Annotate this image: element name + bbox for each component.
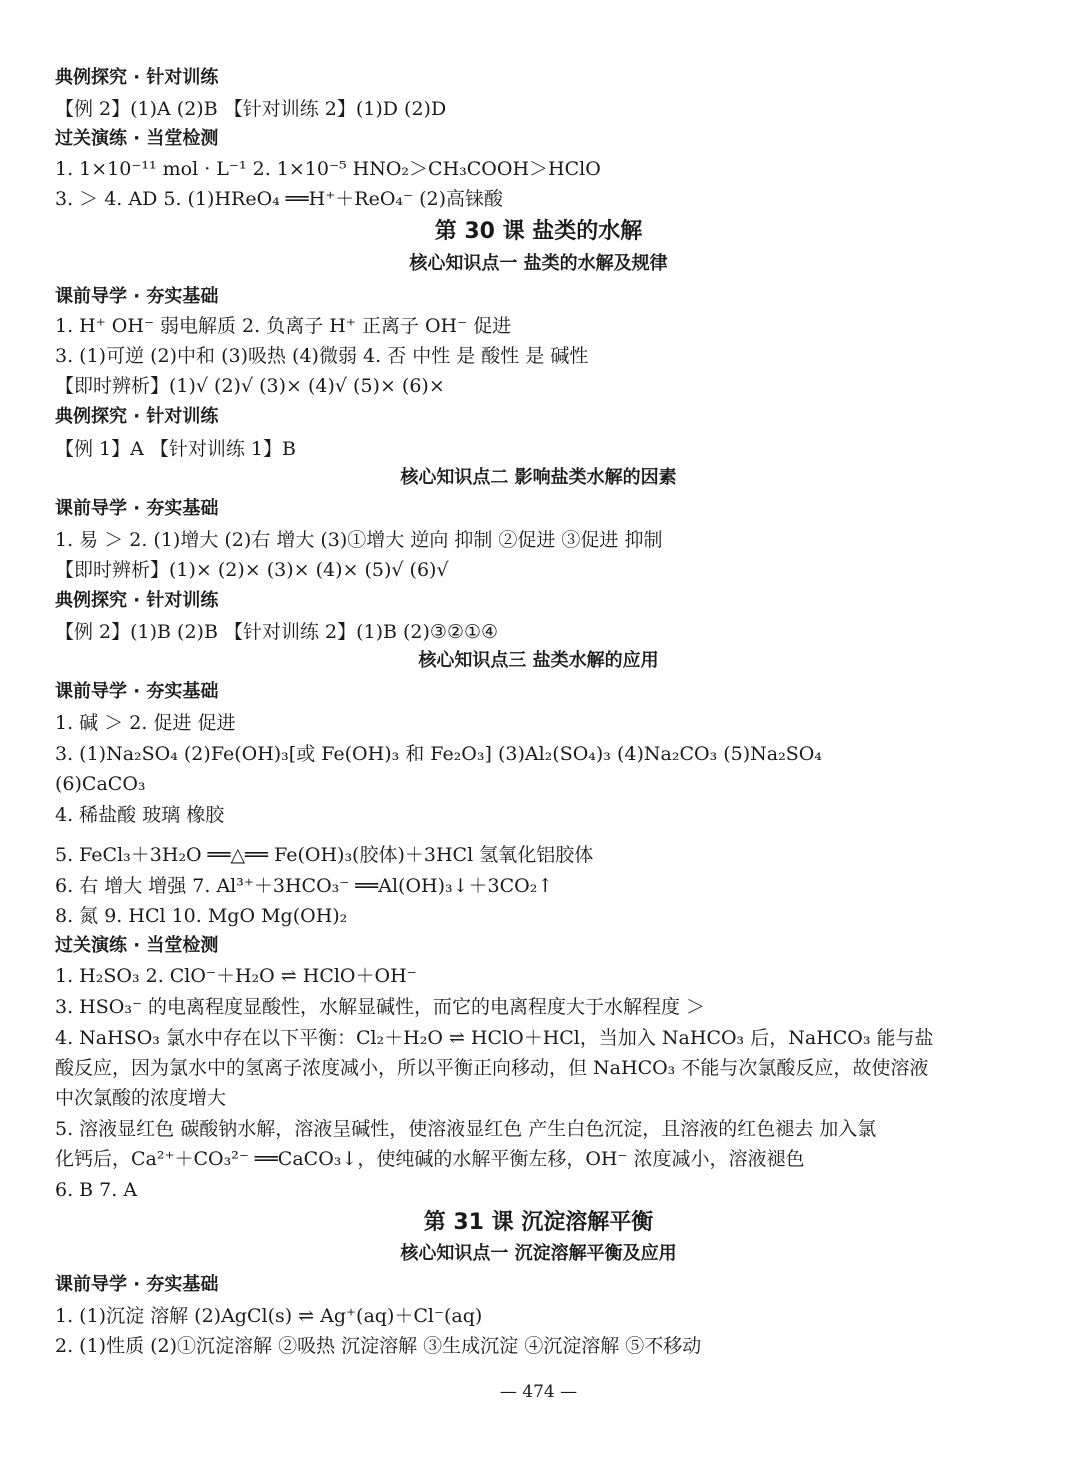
answer-line: 4. NaHSO₃ 氯水中存在以下平衡：Cl₂＋H₂O ⇌ HClO＋HCl，当加入 NaHCO₃ 后，NaHCO₃ 能与盐	[55, 1027, 934, 1049]
lesson-title: 第 30 课 盐类的水解	[434, 219, 643, 244]
answer-line: 5. 溶液显红色 碳酸钠水解，溶液呈碱性，使溶液显红色 产生白色沉淀，且溶液的红色褪去 加入氯	[55, 1118, 877, 1140]
answer-line: 中次氯酸的浓度增大	[55, 1087, 227, 1109]
page-number: — 474 —	[499, 1382, 578, 1402]
answer-line: 【即时辨析】(1)√ (2)√ (3)× (4)√ (5)× (6)×	[55, 375, 445, 397]
answer-line: 6. 右 增大 增强 7. Al³⁺＋3HCO₃⁻ ══Al(OH)₃↓＋3CO₂↑	[55, 875, 554, 897]
section-heading: 过关演练 · 当堂检测	[55, 935, 219, 956]
core-topic-title: 核心知识点二 影响盐类水解的因素	[400, 467, 677, 488]
answer-line: 1. 易 ＞ 2. (1)增大 (2)右 增大 (3)①增大 逆向 抑制 ②促进 ③促进 抑制	[55, 529, 663, 551]
core-topic-title: 核心知识点三 盐类水解的应用	[418, 650, 659, 671]
section-heading: 典例探究 · 针对训练	[55, 590, 219, 611]
answer-line: 1. H₂SO₃ 2. ClO⁻＋H₂O ⇌ HClO＋OH⁻	[55, 965, 417, 987]
answer-line: 1. 碱 ＞ 2. 促进 促进	[55, 712, 236, 734]
answer-line: 【例 1】A 【针对训练 1】B	[55, 438, 296, 460]
section-heading: 典例探究 · 针对训练	[55, 406, 219, 427]
answer-line: (6)CaCO₃	[55, 773, 146, 795]
answer-line: 3. HSO₃⁻ 的电离程度显酸性，水解显碱性，而它的电离程度大于水解程度 ＞	[55, 996, 706, 1018]
answer-line: 1. 1×10⁻¹¹ mol · L⁻¹ 2. 1×10⁻⁵ HNO₂＞CH₃COOH＞HClO	[55, 158, 601, 180]
core-topic-title: 核心知识点一 沉淀溶解平衡及应用	[400, 1243, 677, 1264]
section-heading: 课前导学 · 夯实基础	[55, 498, 219, 519]
answer-line: 酸反应，因为氯水中的氢离子浓度减小，所以平衡正向移动，但 NaHCO₃ 不能与次氯酸反应，故使溶液	[55, 1057, 929, 1079]
section-heading: 课前导学 · 夯实基础	[55, 286, 219, 307]
section-heading: 典例探究 · 针对训练	[55, 67, 219, 88]
answer-line: 2. (1)性质 (2)①沉淀溶解 ②吸热 沉淀溶解 ③生成沉淀 ④沉淀溶解 ⑤不移动	[55, 1335, 702, 1357]
answer-line: 1. H⁺ OH⁻ 弱电解质 2. 负离子 H⁺ 正离子 OH⁻ 促进	[55, 315, 512, 337]
answer-line: 3. ＞ 4. AD 5. (1)HReO₄ ══H⁺＋ReO₄⁻ (2)高铼酸	[55, 188, 504, 210]
answer-line: 【例 2】(1)A (2)B 【针对训练 2】(1)D (2)D	[55, 98, 447, 120]
lesson-title: 第 31 课 沉淀溶解平衡	[423, 1210, 654, 1235]
answer-line: 化钙后，Ca²⁺＋CO₃²⁻ ══CaCO₃↓，使纯碱的水解平衡左移，OH⁻ 浓度减小，溶液褪色	[55, 1148, 805, 1170]
answer-line: 1. (1)沉淀 溶解 (2)AgCl(s) ⇌ Ag⁺(aq)＋Cl⁻(aq)	[55, 1305, 483, 1327]
section-heading: 课前导学 · 夯实基础	[55, 681, 219, 702]
core-topic-title: 核心知识点一 盐类的水解及规律	[409, 253, 668, 274]
answer-line: 6. B 7. A	[55, 1179, 138, 1201]
answer-line: 【即时辨析】(1)× (2)× (3)× (4)× (5)√ (6)√	[55, 559, 449, 581]
section-heading: 课前导学 · 夯实基础	[55, 1274, 219, 1295]
answer-line: 【例 2】(1)B (2)B 【针对训练 2】(1)B (2)③②①④	[55, 621, 499, 643]
answer-line: 8. 氮 9. HCl 10. MgO Mg(OH)₂	[55, 905, 348, 927]
answer-line: 4. 稀盐酸 玻璃 橡胶	[55, 804, 225, 826]
answer-line: 5. FeCl₃＋3H₂O ══△══ Fe(OH)₃(胶体)＋3HCl 氢氧化铝胶体	[55, 844, 594, 866]
answer-line: 3. (1)可逆 (2)中和 (3)吸热 (4)微弱 4. 否 中性 是 酸性 是 碱性	[55, 345, 589, 367]
answer-line: 3. (1)Na₂SO₄ (2)Fe(OH)₃[或 Fe(OH)₃ 和 Fe₂O₃] (3)Al₂(SO₄)₃ (4)Na₂CO₃ (5)Na₂SO₄	[55, 743, 822, 765]
section-heading: 过关演练 · 当堂检测	[55, 128, 219, 149]
